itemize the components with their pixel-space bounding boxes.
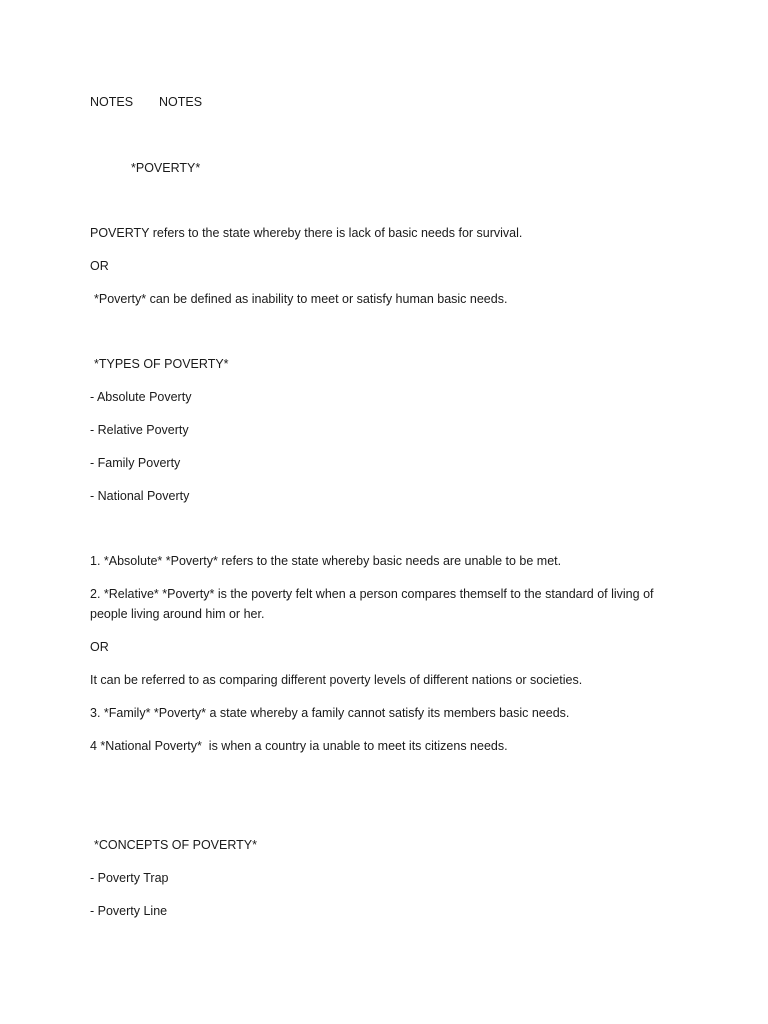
- types-item-absolute: - Absolute Poverty: [90, 390, 192, 404]
- types-item-national: - National Poverty: [90, 489, 190, 503]
- document-title: *POVERTY*: [131, 161, 201, 175]
- explanation-national: 4 *National Poverty* is when a country ia unable to meet its citizens needs.: [90, 739, 508, 753]
- types-item-relative: - Relative Poverty: [90, 423, 189, 437]
- concepts-item-line: - Poverty Line: [90, 904, 168, 918]
- explanation-family: 3. *Family* *Poverty* a state whereby a family cannot satisfy its members basic needs.: [90, 706, 570, 720]
- types-item-family: - Family Poverty: [90, 456, 181, 470]
- concepts-item-trap: - Poverty Trap: [90, 871, 169, 885]
- explanation-relative: 2. *Relative* *Poverty* is the poverty felt when a person compares themself to the standard of living of people living around him or her.: [90, 587, 654, 621]
- header-notes-right: NOTES: [159, 95, 203, 109]
- explanation-absolute: 1. *Absolute* *Poverty* refers to the state whereby basic needs are unable to be met.: [90, 554, 562, 568]
- definition-main: POVERTY refers to the state whereby there is lack of basic needs for survival.: [90, 226, 523, 240]
- explanation-relative-alt: It can be referred to as comparing different poverty levels of different nations or societies.: [90, 673, 583, 687]
- explanation-or: OR: [90, 640, 109, 654]
- definition-or: OR: [90, 259, 109, 273]
- header-notes-left: NOTES: [90, 95, 134, 109]
- types-heading: *TYPES OF POVERTY*: [94, 357, 229, 371]
- concepts-heading: *CONCEPTS OF POVERTY*: [94, 838, 257, 852]
- definition-alt: *Poverty* can be defined as inability to meet or satisfy human basic needs.: [94, 292, 508, 306]
